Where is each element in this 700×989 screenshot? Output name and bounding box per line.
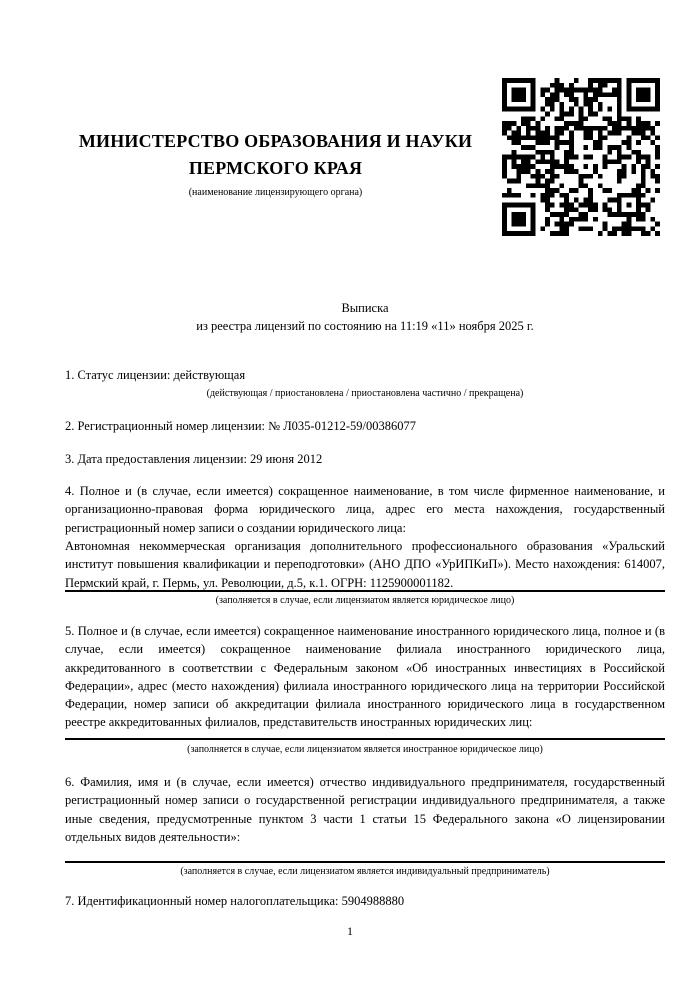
document-title: Выписка xyxy=(341,301,389,315)
foreign-entity-underline xyxy=(65,738,665,740)
status-options-caption: (действующая / приостановлена / приостановлена частично / прекращена) xyxy=(206,388,524,399)
entrepreneur-caption: (заполняется в случае, если лицензиатом является индивидуальный предприниматель) xyxy=(180,866,550,877)
ministry-name-line1: МИНИСТЕРСТВО ОБРАЗОВАНИЯ И НАУКИ xyxy=(78,131,473,151)
foreign-entity-caption: (заполняется в случае, если лицензиатом является иностранное юридическое лицо) xyxy=(187,744,543,755)
document-subtitle: из реестра лицензий по состоянию на 11:19 «11» ноября 2025 г. xyxy=(196,319,534,333)
legal-entity-underline xyxy=(65,590,665,592)
ministry-caption: (наименование лицензирующего органа) xyxy=(188,187,363,198)
field-foreign-entity-prompt: 5. Полное и (в случае, если имеется) сокращенное наименование иностранного юридического лица, полное и (в случае, если имеется) сокращенное наименование филиала иностранного юридического лица, аккредитованного в соответствии с Федеральным законом «Об иностранных инвестициях в Российской Федерации», адрес (место нахождения) филиала иностранного юридического лица на территории Российской Федерации, номер записи об аккредитации филиала иностранного юридического лица в государственном реестре аккредитованных филиалов, представительств иностранных юридических лиц: xyxy=(65,624,665,730)
field-legal-entity-prompt: 4. Полное и (в случае, если имеется) сокращенное наименование, в том числе фирменное наименование, и организационно-правовая форма юридического лица, адрес его места нахождения, государственный регистрационный номер записи о создании юридического лица: xyxy=(65,484,665,535)
field-registration-number: 2. Регистрационный номер лицензии: № Л035-01212-59/00386077 xyxy=(65,419,416,433)
ministry-name-line2: ПЕРМСКОГО КРАЯ xyxy=(188,158,363,178)
page-number: 1 xyxy=(347,924,353,938)
field-license-status: 1. Статус лицензии: действующая xyxy=(65,368,246,382)
qr-code-icon xyxy=(502,78,660,236)
legal-entity-caption: (заполняется в случае, если лицензиатом является юридическое лицо) xyxy=(215,595,515,606)
field-grant-date: 3. Дата предоставления лицензии: 29 июня 2012 xyxy=(65,452,323,466)
entrepreneur-underline xyxy=(65,861,665,863)
field-legal-entity-value: Автономная некоммерческая организация дополнительного профессионального образования «Уральский институт повышения квалификации и переподготовки» (АНО ДПО «УрИПКиП»). Место нахождения: 614007, Пермский край, г. Пермь, ул. Революции, д.5, к.1. ОГРН: 1125900001182. xyxy=(65,539,665,590)
field-entrepreneur-prompt: 6. Фамилия, имя и (в случае, если имеется) отчество индивидуального предпринимателя, государственный регистрационный номер записи о государственной регистрации индивидуального предпринимателя, а также иные сведения, предусмотренные пунктом 3 части 1 статьи 15 Федерального закона «О лицензировании отдельных видов деятельности»: xyxy=(65,775,665,844)
field-taxpayer-id: 7. Идентификационный номер налогоплательщика: 5904988880 xyxy=(65,894,405,908)
